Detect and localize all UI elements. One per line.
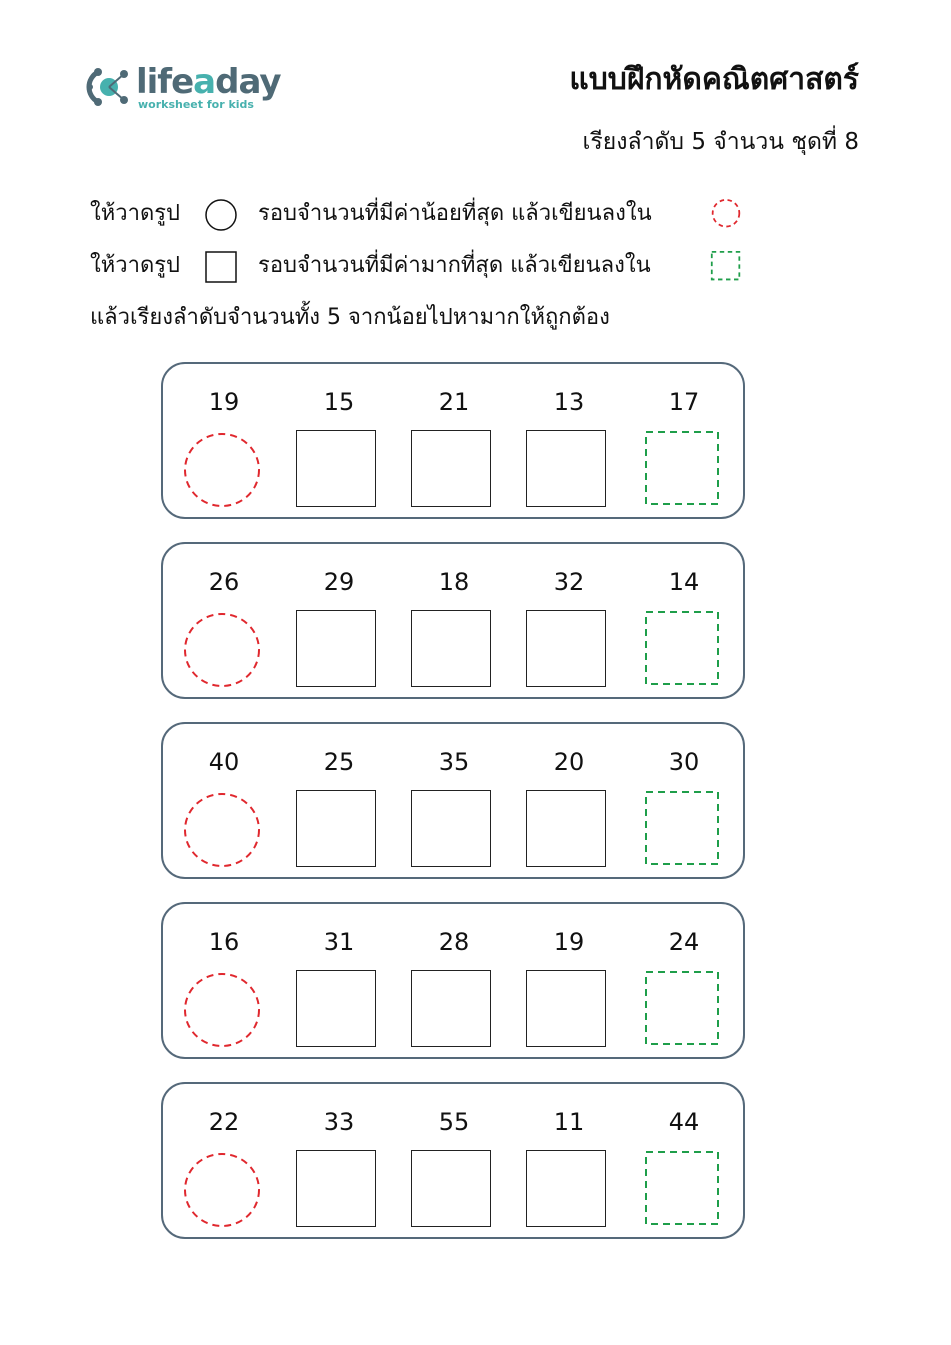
red-dashed-circle-icon xyxy=(710,199,742,231)
number-label: 15 xyxy=(323,388,355,416)
answer-box[interactable] xyxy=(411,610,491,687)
max-answer-square[interactable] xyxy=(645,971,721,1047)
number-label: 21 xyxy=(438,388,470,416)
exercise-card xyxy=(161,722,745,879)
logo-word-part1: life xyxy=(136,62,194,102)
green-dashed-square-icon xyxy=(710,251,742,283)
number-label: 13 xyxy=(553,388,585,416)
answer-box[interactable] xyxy=(296,790,376,867)
answer-box[interactable] xyxy=(411,790,491,867)
instruction-min-text: รอบจำนวนที่มีค่าน้อยที่สุด แล้วเขียนลงใน xyxy=(258,201,652,226)
min-answer-circle[interactable] xyxy=(182,971,262,1049)
answer-box[interactable] xyxy=(526,610,606,687)
answer-box[interactable] xyxy=(526,790,606,867)
number-label: 55 xyxy=(438,1108,470,1136)
number-label: 16 xyxy=(208,928,240,956)
logo-tagline: worksheet for kids xyxy=(138,98,254,111)
max-answer-square[interactable] xyxy=(645,1151,721,1227)
number-label: 32 xyxy=(553,568,585,596)
number-label: 31 xyxy=(323,928,355,956)
number-label: 30 xyxy=(668,748,700,776)
answer-box[interactable] xyxy=(526,970,606,1047)
circle-shape-icon xyxy=(205,199,237,231)
answer-box[interactable] xyxy=(296,970,376,1047)
number-label: 24 xyxy=(668,928,700,956)
number-label: 14 xyxy=(668,568,700,596)
lifeaday-logo xyxy=(86,60,286,116)
worksheet-subtitle: เรียงลำดับ 5 จำนวน ชุดที่ 8 xyxy=(582,129,859,155)
min-answer-circle[interactable] xyxy=(182,1151,262,1229)
instruction-min-prefix: ให้วาดรูป xyxy=(90,201,181,226)
logo-wordmark xyxy=(136,62,281,102)
number-label: 40 xyxy=(208,748,240,776)
exercise-card xyxy=(161,1082,745,1239)
number-label: 33 xyxy=(323,1108,355,1136)
instruction-line-order: แล้วเรียงลำดับจำนวนทั้ง 5 จากน้อยไปหามากให้ถูกต้อง xyxy=(90,305,610,330)
logo-word-accent: a xyxy=(193,62,216,102)
number-label: 17 xyxy=(668,388,700,416)
min-answer-circle[interactable] xyxy=(182,431,262,509)
number-label: 35 xyxy=(438,748,470,776)
answer-box[interactable] xyxy=(296,430,376,507)
square-shape-icon xyxy=(205,251,237,283)
answer-box[interactable] xyxy=(526,1150,606,1227)
instruction-max-text: รอบจำนวนที่มีค่ามากที่สุด แล้วเขียนลงใน xyxy=(258,253,651,278)
min-answer-circle[interactable] xyxy=(182,611,262,689)
answer-box[interactable] xyxy=(296,610,376,687)
max-answer-square[interactable] xyxy=(645,431,721,507)
exercise-card xyxy=(161,902,745,1059)
molecule-logo-icon xyxy=(86,64,132,110)
worksheet-title: แบบฝึกหัดคณิตศาสตร์ xyxy=(569,62,859,97)
number-label: 28 xyxy=(438,928,470,956)
max-answer-square[interactable] xyxy=(645,791,721,867)
answer-box[interactable] xyxy=(296,1150,376,1227)
number-label: 44 xyxy=(668,1108,700,1136)
number-label: 29 xyxy=(323,568,355,596)
min-answer-circle[interactable] xyxy=(182,791,262,869)
number-label: 11 xyxy=(553,1108,585,1136)
instruction-max-prefix: ให้วาดรูป xyxy=(90,253,181,278)
number-label: 26 xyxy=(208,568,240,596)
answer-box[interactable] xyxy=(411,430,491,507)
exercise-card xyxy=(161,362,745,519)
logo-word-part2: day xyxy=(215,62,281,102)
number-label: 20 xyxy=(553,748,585,776)
answer-box[interactable] xyxy=(411,1150,491,1227)
max-answer-square[interactable] xyxy=(645,611,721,687)
answer-box[interactable] xyxy=(411,970,491,1047)
number-label: 19 xyxy=(553,928,585,956)
answer-box[interactable] xyxy=(526,430,606,507)
exercise-card xyxy=(161,542,745,699)
number-label: 25 xyxy=(323,748,355,776)
number-label: 22 xyxy=(208,1108,240,1136)
number-label: 19 xyxy=(208,388,240,416)
number-label: 18 xyxy=(438,568,470,596)
